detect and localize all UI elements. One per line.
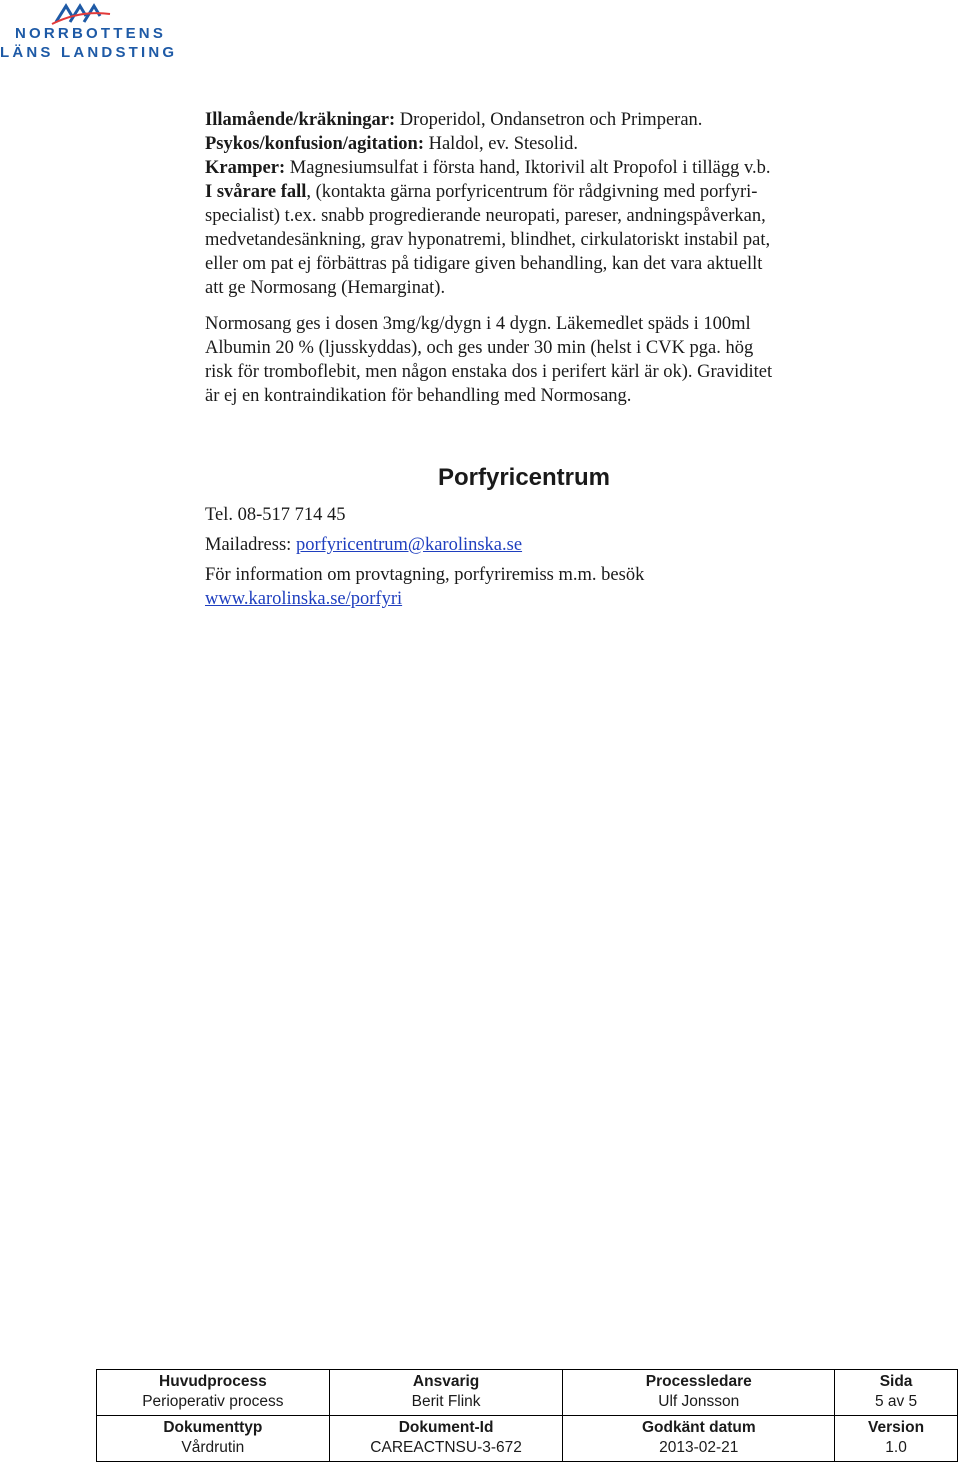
footer-value: 1.0	[885, 1439, 907, 1456]
label-severe-cases: I svårare fall	[205, 182, 307, 202]
text-psychosis: Haldol, ev. Stesolid.	[423, 134, 578, 154]
document-body	[205, 108, 850, 408]
footer-value: Ulf Jonsson	[658, 1393, 740, 1410]
footer-value: Vårdrutin	[181, 1439, 245, 1456]
text-severe-line2: specialist) t.ex. snabb progredierande neuropati, pareser, andningspåverkan,	[205, 206, 766, 226]
logo	[0, 0, 178, 64]
footer-row-2	[97, 1416, 958, 1462]
footer-header: Version	[868, 1419, 925, 1436]
contact-info-text: För information om provtagning, porfyriremiss m.m. besök	[205, 565, 645, 585]
text-severe-line3: medvetandesänkning, grav hyponatremi, blindhet, cirkulatoriskt instabil pat,	[205, 230, 771, 250]
footer-cell-main-process	[97, 1370, 330, 1416]
text-normosang-line4: är ej en kontraindikation för behandling med Normosang.	[205, 386, 632, 406]
text-nausea: Droperidol, Ondansetron och Primperan.	[395, 110, 703, 130]
paragraph-psychosis	[205, 132, 850, 156]
contact-phone: Tel. 08-517 714 45	[205, 505, 346, 525]
document-footer-table	[96, 1369, 958, 1462]
contact-block	[205, 500, 905, 611]
footer-cell-process-leader	[563, 1370, 835, 1416]
footer-cell-doc-id	[329, 1416, 563, 1462]
contact-title: Porfyricentrum	[437, 464, 611, 491]
text-normosang-line2: Albumin 20 % (ljusskyddas), och ges under 30 min (helst i CVK pga. hög	[205, 338, 754, 358]
contact-info-row	[205, 563, 905, 611]
text-normosang-line1: Normosang ges i dosen 3mg/kg/dygn i 4 dygn. Läkemedlet späds i 100ml	[205, 314, 751, 334]
footer-header: Ansvarig	[412, 1373, 480, 1390]
footer-cell-doc-type	[97, 1416, 330, 1462]
logo-text-line2: LÄNS LANDSTING	[0, 44, 178, 61]
footer-value: 5 av 5	[874, 1393, 918, 1410]
paragraph-normosang	[205, 312, 850, 408]
footer-cell-version	[835, 1416, 958, 1462]
paragraph-nausea	[205, 108, 850, 132]
contact-title-row	[0, 464, 960, 492]
landsting-logo-icon	[50, 2, 112, 26]
text-normosang-line3: risk för tromboflebit, men någon enstaka dos i perifert kärl är ok). Graviditet	[205, 362, 773, 382]
footer-header: Huvudprocess	[159, 1373, 267, 1390]
paragraph-severe-cases	[205, 180, 850, 300]
footer-header: Dokumenttyp	[163, 1419, 263, 1436]
logo-text-line1: NORRBOTTENS	[15, 25, 167, 42]
contact-mail-row	[205, 530, 905, 560]
contact-mail-link[interactable]: porfyricentrum@karolinska.se	[295, 535, 523, 555]
footer-header: Dokument-Id	[398, 1419, 494, 1436]
footer-cell-page	[835, 1370, 958, 1416]
label-psychosis: Psykos/konfusion/agitation:	[205, 134, 424, 154]
footer-cell-approved-date	[563, 1416, 835, 1462]
footer-header: Godkänt datum	[641, 1419, 756, 1436]
footer-cell-responsible	[329, 1370, 563, 1416]
contact-mail-label: Mailadress:	[205, 535, 296, 555]
footer-value: Perioperativ process	[142, 1393, 284, 1410]
text-severe-line4: eller om pat ej förbättras på tidigare given behandling, kan det vara aktuellt	[205, 254, 763, 274]
text-severe-line1: , (kontakta gärna porfyricentrum för rådgivning med porfyri-	[306, 182, 758, 202]
footer-header: Processledare	[645, 1373, 752, 1390]
footer-row-1	[97, 1370, 958, 1416]
text-severe-line5: att ge Normosang (Hemarginat).	[205, 278, 446, 298]
label-nausea: Illamående/kräkningar:	[205, 110, 396, 130]
paragraph-seizures	[205, 156, 850, 180]
footer-value: Berit Flink	[411, 1393, 481, 1410]
footer-value: CAREACTNSU-3-672	[370, 1439, 522, 1456]
footer-header: Sida	[879, 1373, 913, 1390]
label-seizures: Kramper:	[205, 158, 286, 178]
footer-value: 2013-02-21	[659, 1439, 739, 1456]
contact-info-link[interactable]: www.karolinska.se/porfyri	[205, 589, 403, 609]
text-seizures: Magnesiumsulfat i första hand, Iktorivil alt Propofol i tillägg v.b.	[285, 158, 771, 178]
